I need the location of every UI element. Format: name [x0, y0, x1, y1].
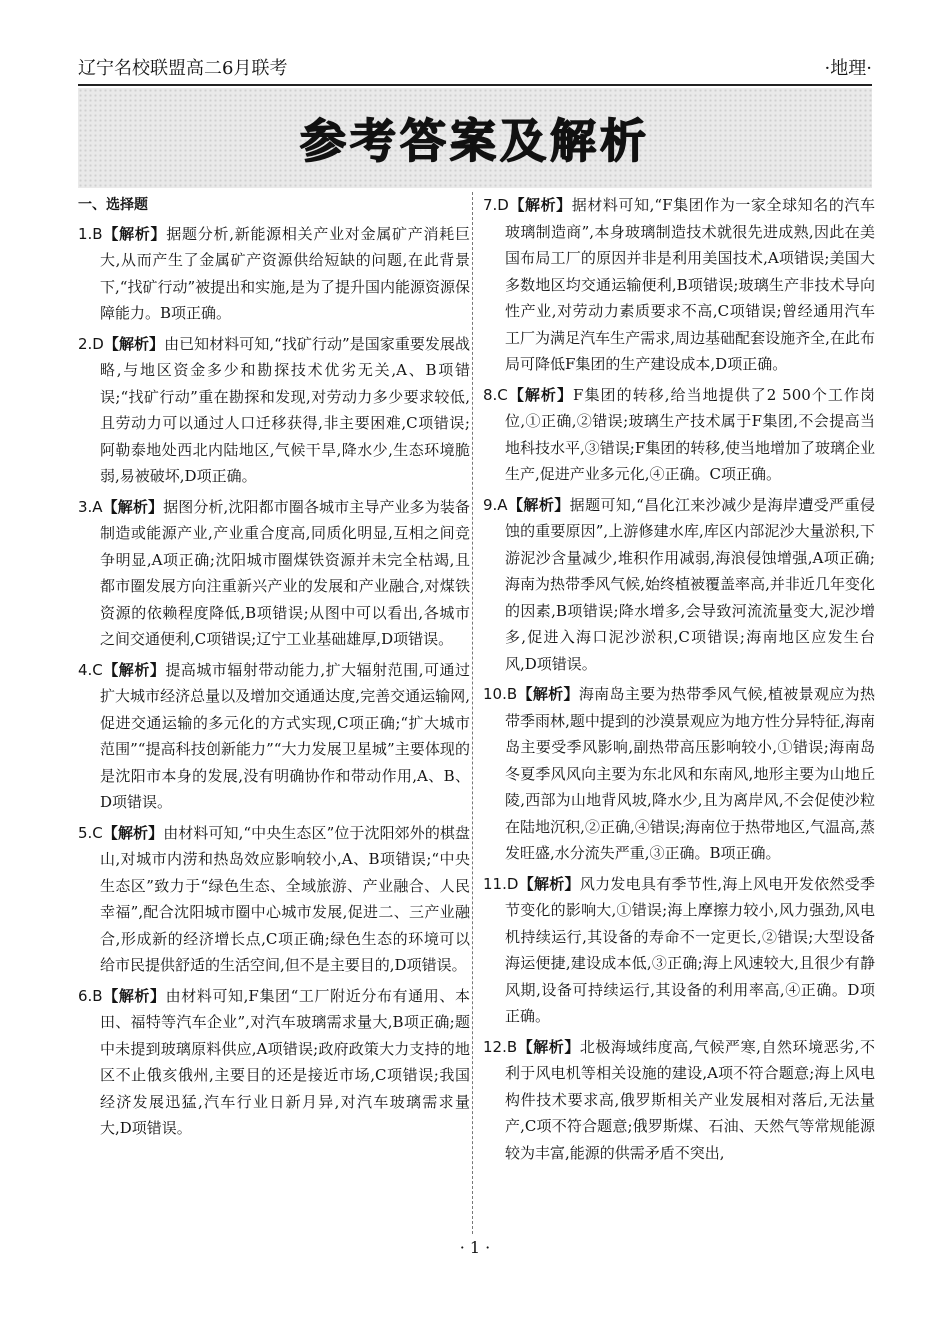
answer-item-2 — [78, 331, 470, 490]
analysis-tag: 【解析】 — [508, 196, 572, 214]
page-header — [78, 50, 872, 86]
answer-number: 5.C — [78, 823, 103, 842]
banner-title: 参考答案及解析 — [300, 114, 650, 168]
answer-number: 1.B — [78, 224, 103, 243]
answer-text: 由材料可知,F集团“工厂附近分布有通用、本田、福特等汽车企业”,对汽车玻璃需求量大,B项正确;题中未提到玻璃原料供应,A项错误;政府政策大力支持的地区不止俄亥俄州,主要目的还是接近市场,C项错误;我国经济发展迅猛,汽车行业日新月异,对汽车玻璃需求量大,D项错误。 — [100, 986, 470, 1137]
answer-number: 4.C — [78, 660, 103, 679]
page-number: · 1 · — [459, 1238, 491, 1257]
answer-item-12 — [483, 1034, 875, 1167]
section-heading: 一、选择题 — [78, 197, 148, 213]
answer-item-10 — [483, 681, 875, 867]
answer-item-8 — [483, 382, 875, 488]
answer-item-9 — [483, 492, 875, 678]
analysis-tag: 【解析】 — [507, 385, 574, 404]
analysis-tag: 【解析】 — [507, 495, 570, 514]
answer-item-6 — [78, 983, 470, 1142]
left-column — [78, 192, 470, 1146]
answer-text: 海南岛主要为热带季风气候,植被景观应为热带季雨林,题中提到的沙漠景观应为地方性分异特征,海南岛主要受季风影响,副热带高压影响较小,①错误;海南岛冬夏季风风向主要为东北风和东南风,地形主要为山地丘陵,西部为山地背风坡,降水少,且为离岸风,不会促使沙粒在陆地沉积,②正确,④错误;海南位于热带地区,气温高,蒸发旺盛,水分流失严重,③正确。B项正确。 — [505, 685, 875, 862]
answer-item-3 — [78, 494, 470, 653]
answer-text: 由已知材料可知,“找矿行动”是国家重要发展战略,与地区资金多少和勘探技术优劣无关,A、B项错误;“找矿行动”重在勘探和发现,对劳动力多少要求较低,且劳动力可以通过人口迁移获得,非主要困难,C项错误;阿勒泰地处西北内陆地区,气候干旱,降水少,生态环境脆弱,易被破坏,D项正确。 — [100, 334, 470, 485]
answer-item-4 — [78, 657, 470, 816]
answer-text: 提高城市辐射带动能力,扩大辐射范围,可通过扩大城市经济总量以及增加交通通达度,完善交通运输网,促进交通运输的多元化的方式实现,C项正确;“扩大城市范围”“提高科技创新能力”“大力发展卫星城”主要体现的是沈阳市本身的发展,没有明确协作和带动作用,A、B、D项错误。 — [100, 660, 470, 811]
analysis-tag: 【解析】 — [518, 874, 580, 893]
analysis-tag: 【解析】 — [102, 660, 166, 679]
subject-label: ·地理· — [824, 58, 872, 79]
analysis-tag: 【解析】 — [103, 334, 165, 353]
answer-number: 8.C — [483, 385, 508, 404]
answer-item-7 — [483, 192, 875, 378]
answer-number: 10.B — [483, 685, 518, 703]
analysis-tag: 【解析】 — [102, 497, 164, 516]
answer-text: 据图分析,沈阳都市圈各城市主导产业多为装备制造或能源产业,产业重合度高,同质化明显,互相之间竞争明显,A项正确;沈阳城市圈煤铁资源并未完全枯竭,且都市圈发展方向注重新兴产业的发展和产业融合,对煤铁资源的依赖程度降低,B项错误;从图中可以看出,各城市之间交通便利,C项错误;辽宁工业基础雄厚,D项错误。 — [100, 497, 470, 648]
answer-number: 7.D — [483, 196, 509, 214]
answer-item-11 — [483, 871, 875, 1030]
answer-number: 3.A — [78, 497, 103, 516]
answer-text: 据题可知,“昌化江来沙减少是海岸遭受严重侵蚀的重要原因”,上游修建水库,库区内部泥沙大量淤积,下游泥沙含量减少,堆积作用减弱,海浪侵蚀增强,A项正确;海南为热带季风气候,始终植被覆盖率高,并非近几年变化的因素,B项错误;降水增多,会导致河流流量变大,泥沙增多,促进入海口泥沙淤积,C项错误;海南地区应发生台风,D项错误。 — [505, 495, 875, 673]
answer-text: F集团的转移,给当地提供了2 500个工作岗位,①正确,②错误;玻璃生产技术属于F集团,不会提高当地科技水平,③错误;F集团的转移,使当地增加了玻璃企业生产,促进产业多元化,④正确。C项正确。 — [505, 385, 875, 483]
column-divider — [472, 192, 473, 1234]
right-column — [483, 192, 875, 1170]
answer-item-5 — [78, 820, 470, 979]
answer-item-1 — [78, 221, 470, 327]
answer-text: 风力发电具有季节性,海上风电开发依然受季节变化的影响大,①错误;海上摩擦力较小,风力强劲,风电机持续运行,其设备的寿命不一定更长,②错误;大型设备海运便捷,建设成本低,③正确;海上风速较大,且很少有静风期,设备可持续运行,其设备的利用率高,④正确。D项正确。 — [505, 874, 875, 1025]
answer-number: 11.D — [483, 874, 519, 893]
answer-number: 2.D — [78, 334, 104, 353]
analysis-tag: 【解析】 — [102, 986, 166, 1005]
answer-text: 据材料可知,“F集团作为一家全球知名的汽车玻璃制造商”,本身玻璃制造技术就很先进成熟,因此在美国布局工厂的原因并非是利用美国技术,A项错误;美国大多数地区均交通运输便利,B项错误;玻璃生产非技术导向性产业,对劳动力素质要求不高,C项错误;曾经通用汽车工厂为满足汽车生产需求,周边基础配套设施齐全,在此布局可降低F集团的生产建设成本,D项正确。 — [505, 196, 875, 373]
answer-text: 北极海域纬度高,气候严寒,自然环境恶劣,不利于风电机等相关设施的建设,A项不符合题意;海上风电构件技术要求高,俄罗斯相关产业发展相对落后,无法量产,C项不符合题意;俄罗斯煤、石油、天然气等常规能源较为丰富,能源的供需矛盾不突出, — [505, 1037, 875, 1162]
analysis-tag: 【解析】 — [517, 1037, 580, 1056]
analysis-tag: 【解析】 — [517, 685, 579, 703]
answer-number: 12.B — [483, 1037, 518, 1056]
analysis-tag: 【解析】 — [102, 224, 167, 243]
answer-text: 据题分析,新能源相关产业对金属矿产消耗巨大,从而产生了金属矿产资源供给短缺的问题,在此背景下,“找矿行动”被提出和实施,是为了提升国内能源资源保障能力。B项正确。 — [100, 224, 470, 322]
exam-title: 辽宁名校联盟高二6月联考 — [78, 58, 288, 79]
title-banner — [78, 88, 872, 188]
analysis-tag: 【解析】 — [102, 823, 164, 842]
answer-text: 由材料可知,“中央生态区”位于沈阳郊外的棋盘山,对城市内涝和热岛效应影响较小,A、B项错误;“中央生态区”致力于“绿色生态、全域旅游、产业融合、人民幸福”,配合沈阳城市圈中心城市发展,促进二、三产业融合,形成新的经济增长点,C项正确;绿色生态的环境可以给市民提供舒适的生活空间,但不是主要目的,D项错误。 — [100, 823, 470, 974]
answer-number: 6.B — [78, 986, 103, 1005]
answer-number: 9.A — [483, 495, 508, 514]
